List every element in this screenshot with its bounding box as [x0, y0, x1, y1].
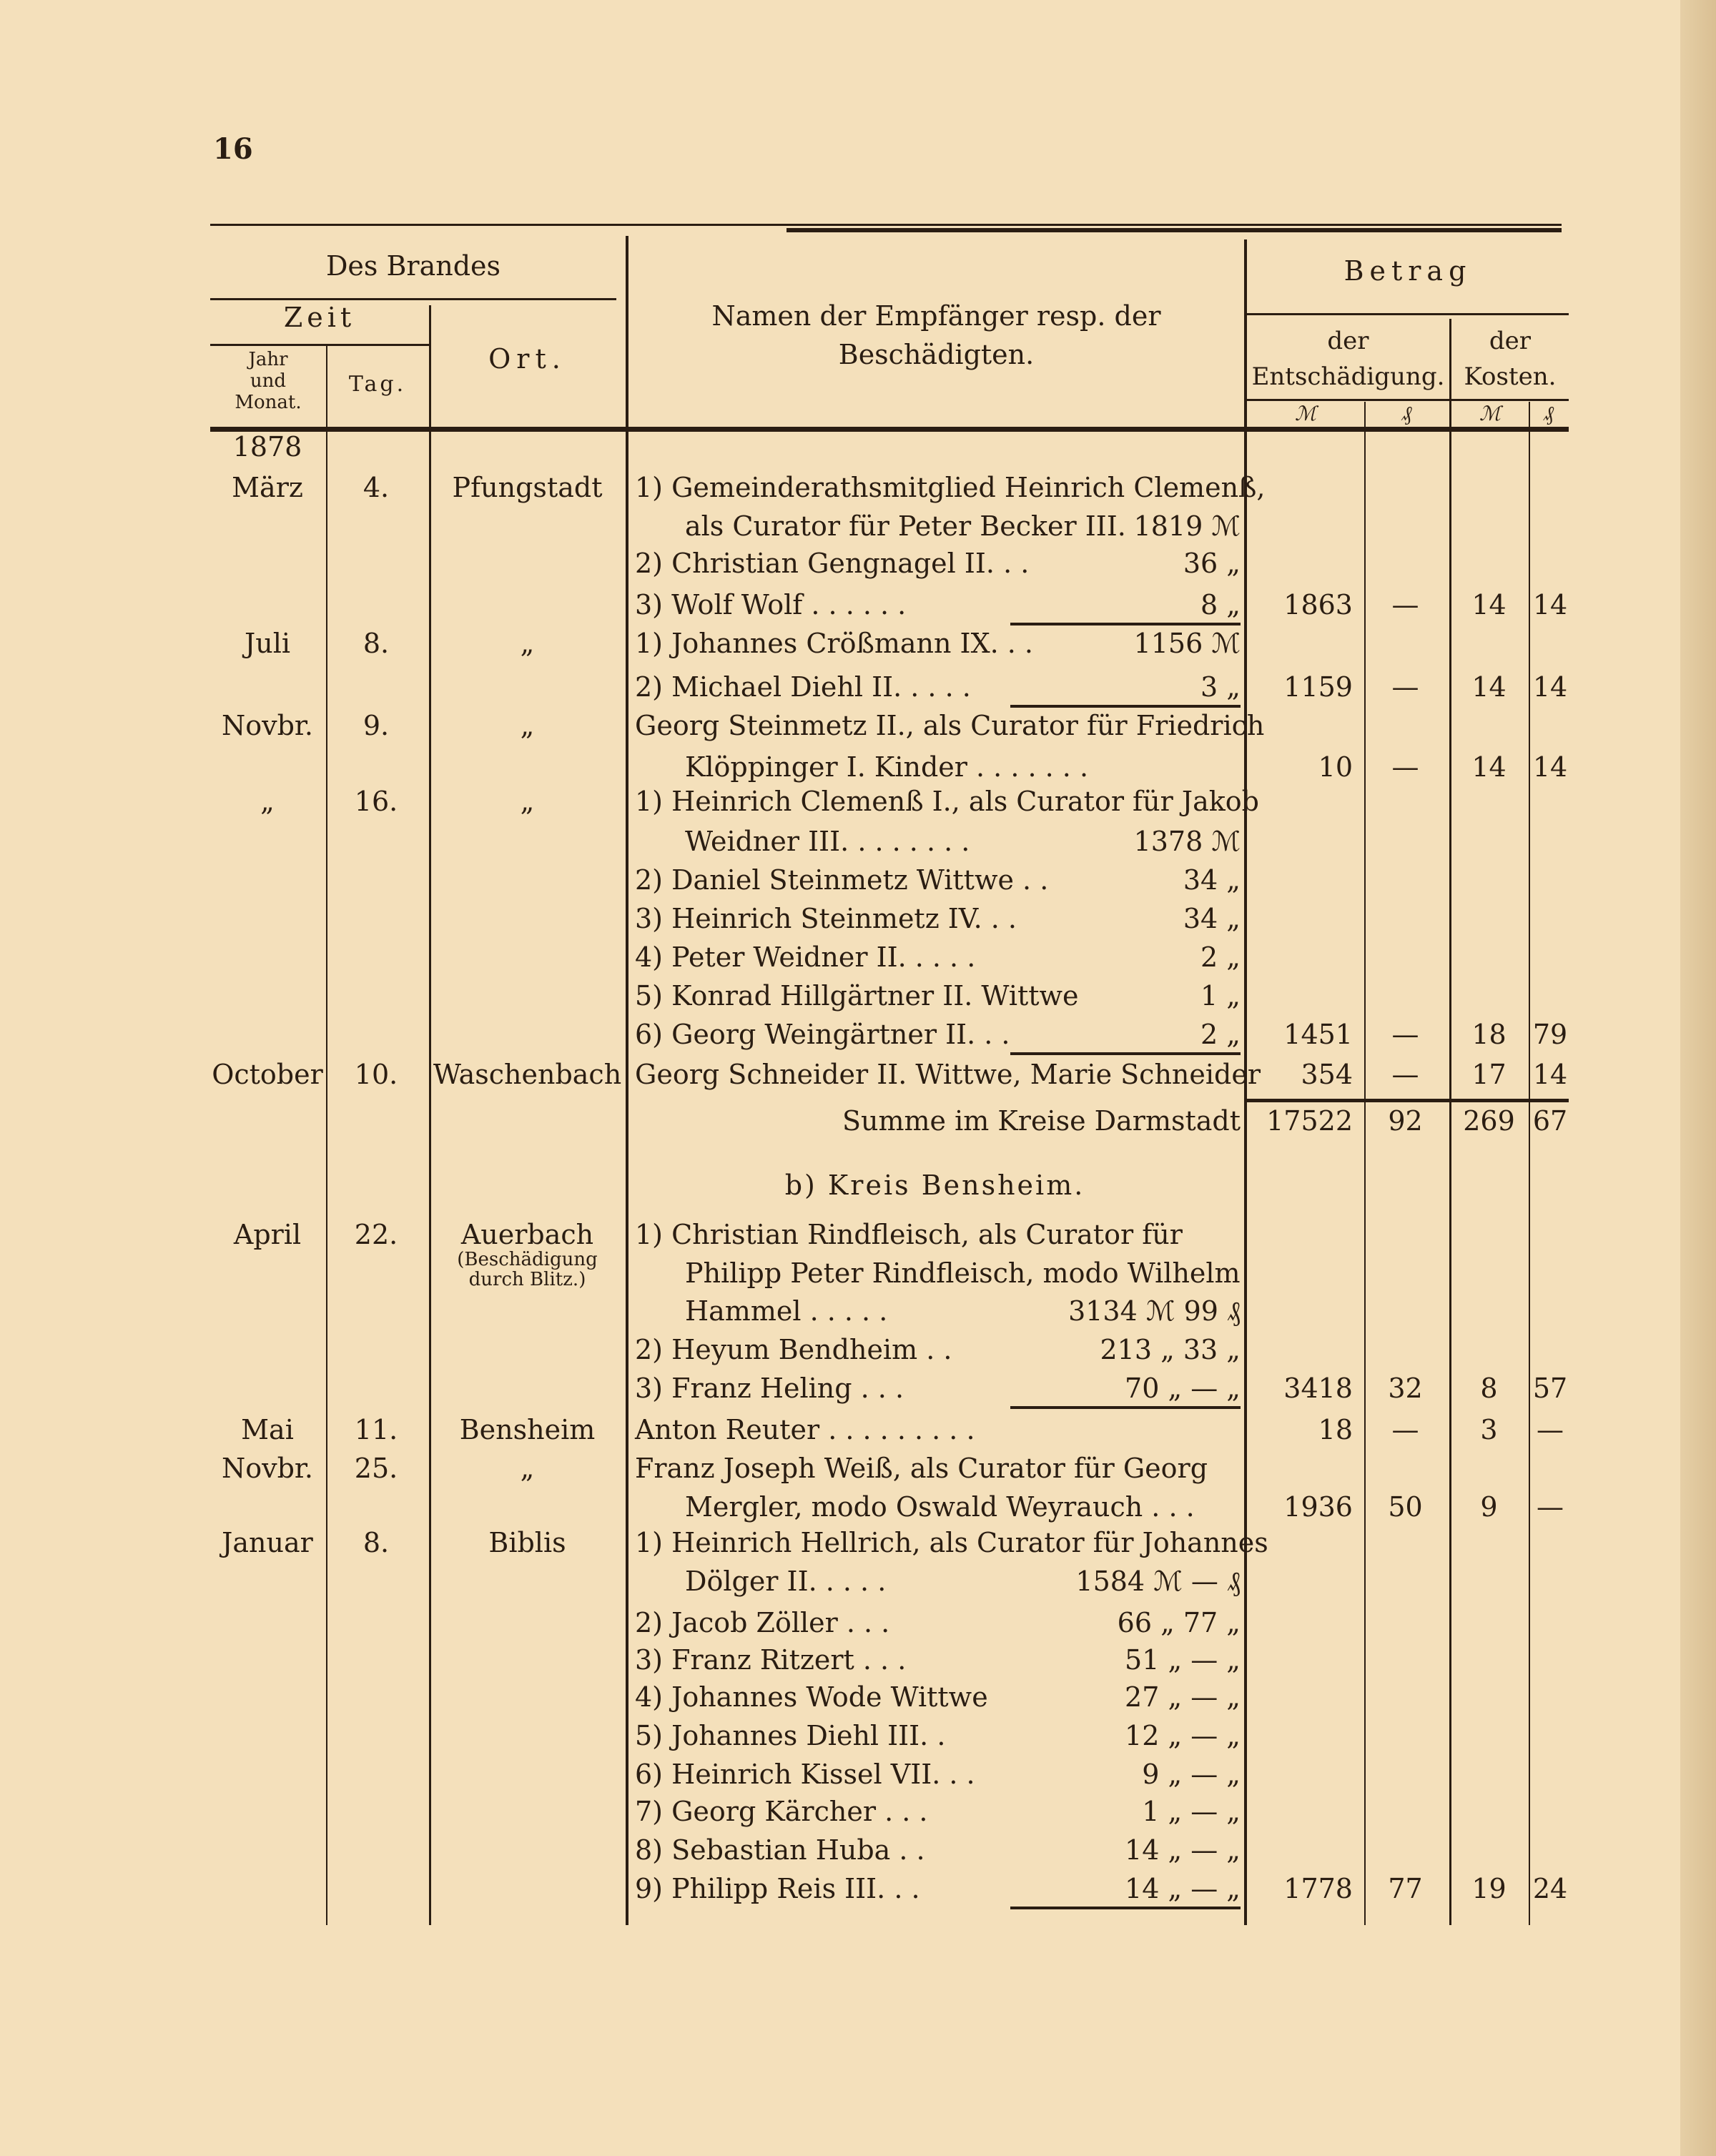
individual-amount: 3 „ [1200, 671, 1241, 703]
kosten-mark: 9 [1480, 1491, 1498, 1523]
recipient-name: 1) Heinrich Hellrich, als Curator für Johannes [635, 1527, 1268, 1558]
table-row [0, 544, 1716, 583]
rule [210, 298, 616, 300]
recipient-name: Franz Joseph Weiß, als Curator für Georg [635, 1453, 1208, 1484]
individual-amount: 51 „ — „ [1125, 1644, 1241, 1676]
recipient-name: Weidner III. . . . . . . . [685, 826, 970, 857]
header-text: Entschädigung. [1251, 362, 1445, 391]
table-row [0, 1410, 1716, 1449]
kosten-pfennig: — [1537, 1491, 1564, 1523]
entschaedigung-mark: 1159 [1283, 671, 1353, 703]
individual-amount: 1378 ℳ [1133, 826, 1241, 857]
kosten-pfennig: 14 [1532, 1059, 1568, 1090]
table-row [0, 748, 1716, 786]
day-cell: 8. [363, 628, 390, 659]
recipient-name: 5) Konrad Hillgärtner II. Wittwe [635, 980, 1079, 1012]
header-pfennig: ₰ [1401, 402, 1412, 425]
recipient-name: 2) Heyum Bendheim . . [635, 1334, 952, 1365]
recipient-name: 1) Christian Rindfleisch, als Curator für [635, 1219, 1183, 1250]
entschaedigung-mark: 1863 [1283, 589, 1353, 620]
header-text: und [250, 370, 287, 392]
sum-rule [1247, 1099, 1569, 1102]
header-mark: ℳ [1479, 402, 1501, 425]
recipient-name: 1) Gemeinderathsmitglied Heinrich Clemenß, [635, 472, 1266, 503]
page-number: 16 [213, 132, 253, 166]
entschaedigung-mark: 1451 [1283, 1019, 1353, 1050]
recipient-name: Klöppinger I. Kinder . . . . . . . [685, 751, 1089, 783]
kosten-pfennig: 67 [1532, 1105, 1568, 1137]
kosten-pfennig: 57 [1532, 1373, 1568, 1404]
recipient-name: 3) Wolf Wolf . . . . . . [635, 589, 907, 620]
table-row [0, 1831, 1716, 1869]
individual-amount: 1819 ℳ [1133, 510, 1241, 542]
header-des-brandes: Des Brandes [325, 250, 501, 282]
month-cell: 1878 [232, 431, 302, 463]
table-row [0, 782, 1716, 821]
table-row [0, 706, 1716, 745]
individual-amount: 12 „ — „ [1125, 1720, 1241, 1751]
rule [1247, 399, 1569, 401]
recipient-name: 3) Heinrich Steinmetz IV. . . [635, 903, 1017, 934]
header-jahr-und-monat [210, 349, 326, 413]
entschaedigung-mark: 354 [1301, 1059, 1353, 1090]
place-cell: Pfungstadt [452, 472, 603, 503]
day-cell: 8. [363, 1527, 390, 1558]
header-text: der [1489, 327, 1532, 355]
rule [210, 344, 429, 346]
kosten-mark: 17 [1471, 1059, 1507, 1090]
recipient-name: 5) Johannes Diehl III. . [635, 1720, 946, 1751]
recipient-name: 1) Johannes Crößmann IX. . . [635, 628, 1034, 659]
day-cell: 22. [354, 1219, 398, 1250]
recipient-name: Georg Steinmetz II., als Curator für Friedrich [635, 710, 1265, 741]
month-cell: Januar [222, 1527, 313, 1558]
recipient-name: 4) Peter Weidner II. . . . . [635, 941, 976, 973]
table-row [0, 938, 1716, 976]
table-row [0, 1641, 1716, 1679]
recipient-name: b) Kreis Bensheim. [784, 1170, 1085, 1201]
recipient-name: als Curator für Peter Becker III. [685, 510, 1126, 542]
subtotal-rule [1010, 1907, 1241, 1909]
recipient-name: 2) Michael Diehl II. . . . . [635, 671, 971, 703]
place-cell: „ [520, 1453, 535, 1484]
recipient-name: 4) Johannes Wode Wittwe [635, 1681, 988, 1713]
table-row [0, 1869, 1716, 1908]
individual-amount: 27 „ — „ [1125, 1681, 1241, 1713]
individual-amount: 1 „ [1200, 980, 1241, 1012]
kosten-mark: 14 [1471, 671, 1507, 703]
table-row [0, 668, 1716, 706]
day-cell: 25. [354, 1453, 398, 1484]
individual-amount: 34 „ [1183, 903, 1241, 934]
kosten-mark: 3 [1480, 1414, 1498, 1445]
individual-amount: 2 „ [1200, 1019, 1241, 1050]
recipient-name: 2) Daniel Steinmetz Wittwe . . [635, 864, 1049, 896]
recipient-name: 7) Georg Kärcher . . . [635, 1796, 928, 1827]
individual-amount: 14 „ — „ [1125, 1834, 1241, 1866]
table-row [0, 1523, 1716, 1562]
kosten-mark: 269 [1463, 1105, 1515, 1137]
day-cell: 10. [354, 1059, 398, 1090]
recipient-name: Dölger II. . . . . [685, 1566, 887, 1597]
recipient-name: 1) Heinrich Clemenß I., als Curator für Jakob [635, 786, 1259, 817]
individual-amount: 2 „ [1200, 941, 1241, 973]
recipient-name: 6) Heinrich Kissel VII. . . [635, 1759, 975, 1790]
day-cell: 4. [363, 472, 390, 503]
entschaedigung-pfennig: — [1391, 1414, 1419, 1445]
header-text: der [1327, 327, 1369, 355]
header-ort: Ort. [488, 343, 566, 375]
place-cell: Biblis [488, 1527, 566, 1558]
kosten-mark: 14 [1471, 589, 1507, 620]
table-row [0, 507, 1716, 545]
entschaedigung-pfennig: 92 [1388, 1105, 1423, 1137]
kosten-pfennig: 24 [1532, 1873, 1568, 1904]
table-row [0, 976, 1716, 1015]
entschaedigung-pfennig: — [1391, 1059, 1419, 1090]
header-entschaedigung [1247, 323, 1449, 395]
kosten-pfennig: 14 [1532, 751, 1568, 783]
table-row [0, 585, 1716, 624]
table-row [0, 822, 1716, 861]
entschaedigung-pfennig: — [1391, 751, 1419, 783]
table-row [0, 1330, 1716, 1369]
entschaedigung-pfennig: — [1391, 1019, 1419, 1050]
entschaedigung-mark: 10 [1318, 751, 1353, 783]
table-row [0, 1488, 1716, 1526]
entschaedigung-pfennig: 77 [1388, 1873, 1423, 1904]
entschaedigung-pfennig: 50 [1388, 1491, 1423, 1523]
recipient-name: 8) Sebastian Huba . . [635, 1834, 925, 1866]
entschaedigung-mark: 1936 [1283, 1491, 1353, 1523]
month-cell: October [212, 1059, 323, 1090]
individual-amount: 66 „ 77 „ [1117, 1607, 1241, 1638]
header-betrag: Betrag [1343, 255, 1472, 287]
kosten-mark: 19 [1471, 1873, 1507, 1904]
recipient-name: Anton Reuter . . . . . . . . . [635, 1414, 975, 1445]
recipient-name: 3) Franz Ritzert . . . [635, 1644, 907, 1676]
month-cell: April [233, 1219, 302, 1250]
table-row [0, 1562, 1716, 1601]
section-heading [0, 1166, 1716, 1205]
entschaedigung-pfennig: — [1391, 671, 1419, 703]
place-cell: „ [520, 710, 535, 741]
day-cell: 16. [354, 786, 398, 817]
header-text: Jahr [248, 349, 288, 370]
individual-amount: 213 „ 33 „ [1100, 1334, 1241, 1365]
rule [1247, 313, 1569, 315]
place-cell: Waschenbach [433, 1059, 622, 1090]
table-row [0, 899, 1716, 938]
table-row [0, 1755, 1716, 1794]
individual-amount: 8 „ [1200, 589, 1241, 620]
header-text: Namen der Empfänger resp. der [711, 300, 1161, 332]
recipient-name: Philipp Peter Rindfleisch, modo Wilhelm [685, 1257, 1241, 1289]
recipient-name: 2) Jacob Zöller . . . [635, 1607, 890, 1638]
place-note: (Beschädigung durch Blitz.) [457, 1249, 598, 1290]
month-cell: März [232, 472, 303, 503]
place-cell: „ [520, 786, 535, 817]
kosten-mark: 8 [1480, 1373, 1498, 1404]
table-row [0, 1678, 1716, 1716]
month-cell: Juli [244, 628, 290, 659]
subtotal-rule [1010, 1406, 1241, 1409]
individual-amount: 3134 ℳ 99 ₰ [1068, 1295, 1241, 1327]
header-tag: Tag. [348, 372, 407, 397]
header-pfennig: ₰ [1544, 402, 1554, 425]
header-kosten [1451, 323, 1569, 395]
recipient-name: 9) Philipp Reis III. . . [635, 1873, 920, 1904]
entschaedigung-pfennig: — [1391, 589, 1419, 620]
table-row [0, 861, 1716, 899]
entschaedigung-mark: 18 [1318, 1414, 1353, 1445]
table-row [0, 1603, 1716, 1642]
table-row [0, 427, 1716, 466]
table-row [0, 1055, 1716, 1094]
entschaedigung-mark: 1778 [1283, 1873, 1353, 1904]
table-row [0, 1249, 1716, 1292]
individual-amount: 1584 ℳ — ₰ [1075, 1566, 1241, 1597]
recipient-name: Summe im Kreise Darmstadt [842, 1105, 1241, 1137]
top-rule-thick [786, 228, 1562, 232]
day-cell: 9. [363, 710, 390, 741]
recipient-name: 2) Christian Gengnagel II. . . [635, 548, 1030, 579]
kosten-mark: 14 [1471, 751, 1507, 783]
place-cell: Bensheim [459, 1414, 596, 1445]
table-row [0, 1716, 1716, 1755]
table-row [0, 1292, 1716, 1330]
kosten-mark: 18 [1471, 1019, 1507, 1050]
header-zeit: Zeit [283, 302, 356, 333]
recipient-name: 6) Georg Weingärtner II. . . [635, 1019, 1010, 1050]
individual-amount: 70 „ — „ [1125, 1373, 1241, 1404]
individual-amount: 34 „ [1183, 864, 1241, 896]
kosten-pfennig: 79 [1532, 1019, 1568, 1050]
entschaedigung-mark: 17522 [1266, 1105, 1353, 1137]
header-namen [628, 297, 1244, 374]
kosten-pfennig: 14 [1532, 671, 1568, 703]
kosten-pfennig: — [1537, 1414, 1564, 1445]
place-cell: „ [520, 628, 535, 659]
month-cell: Novbr. [222, 710, 313, 741]
recipient-name: Hammel . . . . . [685, 1295, 888, 1327]
day-cell: 11. [354, 1414, 398, 1445]
individual-amount: 36 „ [1183, 548, 1241, 579]
table-row [0, 468, 1716, 507]
entschaedigung-mark: 3418 [1283, 1373, 1353, 1404]
table-row [0, 1449, 1716, 1488]
table-row [0, 1015, 1716, 1054]
kosten-pfennig: 14 [1532, 589, 1568, 620]
table-row [0, 1369, 1716, 1408]
recipient-name: 3) Franz Heling . . . [635, 1373, 904, 1404]
sum-row [0, 1102, 1716, 1140]
individual-amount: 9 „ — „ [1142, 1759, 1241, 1790]
top-rule-thin [210, 224, 1562, 226]
recipient-name: Georg Schneider II. Wittwe, Marie Schneider [635, 1059, 1261, 1090]
month-cell: Novbr. [222, 1453, 313, 1484]
header-text: Kosten. [1464, 362, 1557, 391]
header-mark: ℳ [1295, 402, 1316, 425]
table-row [0, 624, 1716, 663]
place-cell: Auerbach [460, 1219, 594, 1250]
table-row [0, 1215, 1716, 1254]
individual-amount: 14 „ — „ [1125, 1873, 1241, 1904]
individual-amount: 1156 ℳ [1133, 628, 1241, 659]
individual-amount: 1 „ — „ [1142, 1796, 1241, 1827]
recipient-name: Mergler, modo Oswald Weyrauch . . . [685, 1491, 1195, 1523]
header-text: Monat. [235, 392, 302, 413]
header-text: Beschädigten. [838, 339, 1035, 370]
month-cell: „ [260, 786, 275, 817]
entschaedigung-pfennig: 32 [1388, 1373, 1423, 1404]
table-row [0, 1792, 1716, 1831]
month-cell: Mai [241, 1414, 294, 1445]
